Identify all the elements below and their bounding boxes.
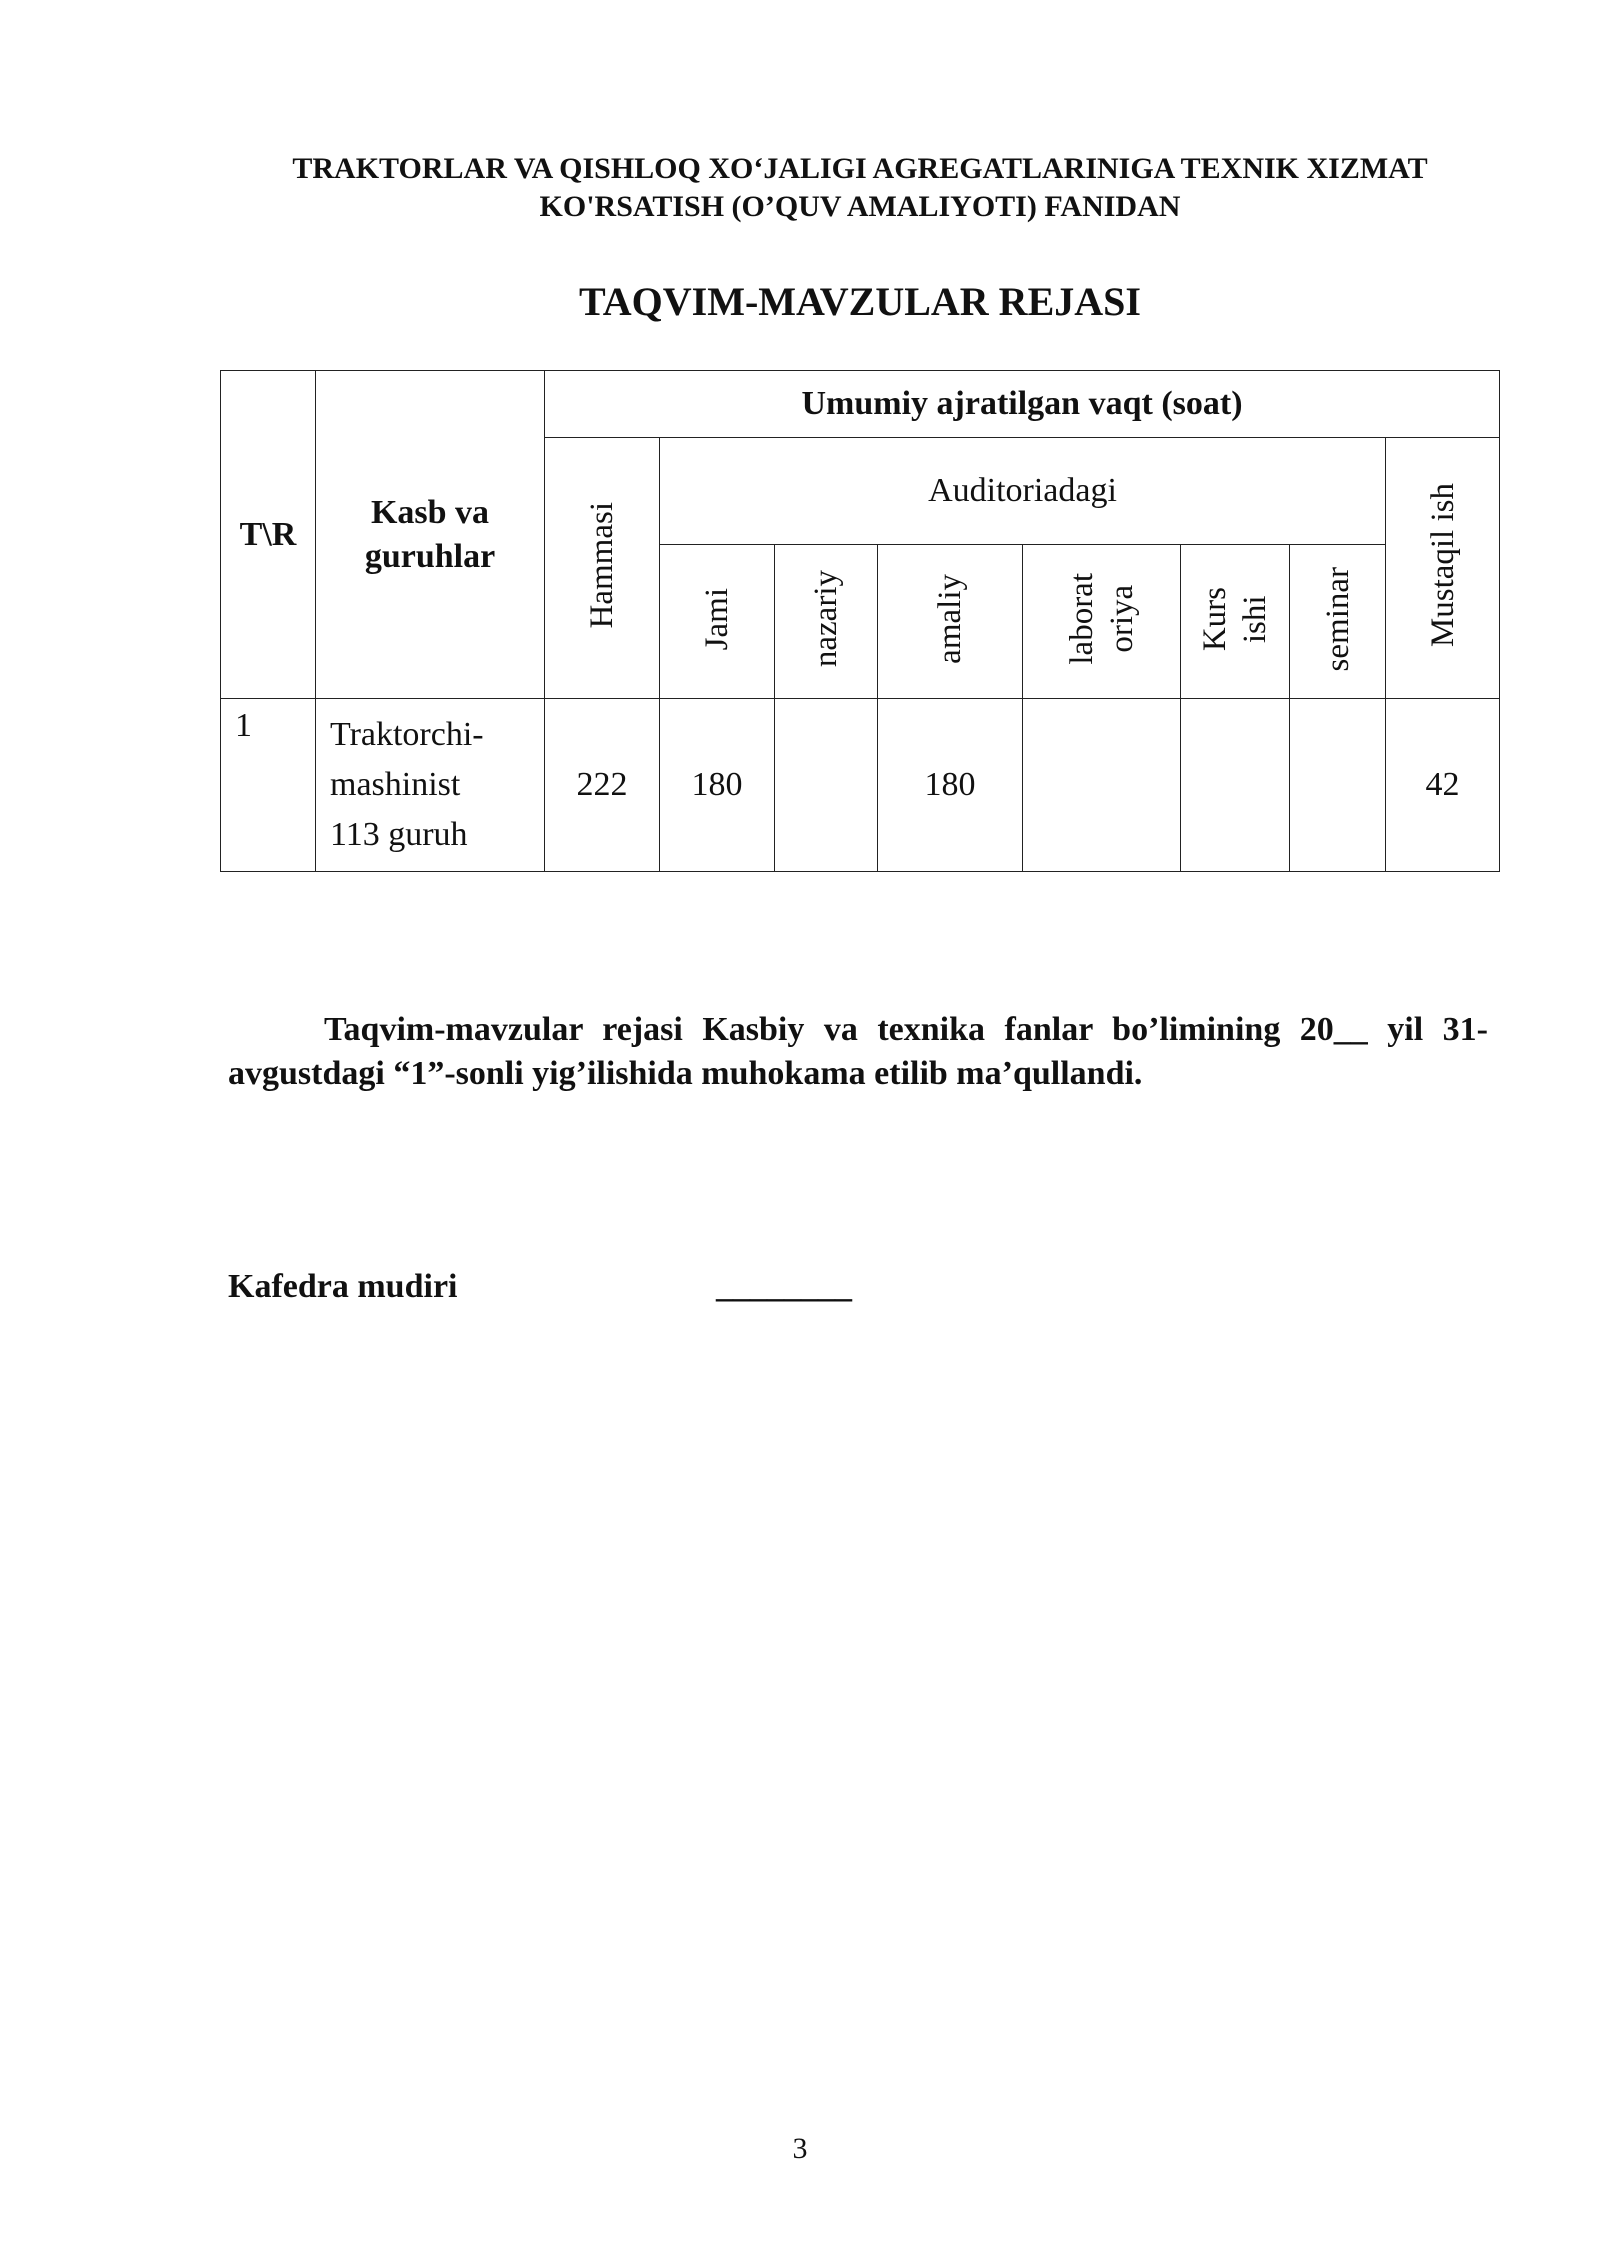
header-laboratoriya xyxy=(1023,545,1181,699)
header-hammasi xyxy=(545,438,660,699)
approval-minutes-text: Taqvim-mavzular rejasi Kasbiy va texnika fanlar bo’limining 20__ yil 31-avgustdagi “1”-sonli yig’ilishida muhokama etilib ma’qullandi. xyxy=(228,1011,1488,1092)
cell-group-name: Traktorchi- mashinist 113 guruh xyxy=(316,699,545,872)
header-laboratoriya-label: laborat oriya xyxy=(1063,573,1140,665)
cell-hammasi: 222 xyxy=(545,699,660,872)
header-mustaqil-ish xyxy=(1386,438,1500,699)
signature-line: ________ xyxy=(716,1268,852,1305)
header-tr: T\R xyxy=(221,371,316,699)
header-kurs-ishi xyxy=(1181,545,1290,699)
table-row xyxy=(221,699,1500,872)
header-nazariy-label: nazariy xyxy=(808,570,844,668)
header-mustaqil-ish-label: Mustaqil ish xyxy=(1424,483,1461,648)
header-jami-label: Jami xyxy=(699,587,735,651)
header-amaliy-label: amaliy xyxy=(932,574,968,664)
schedule-table xyxy=(220,370,1500,872)
header-jami xyxy=(660,545,775,699)
header-seminar-label: seminar xyxy=(1319,566,1356,672)
document-title: TAQVIM-MAVZULAR REJASI xyxy=(579,279,1141,324)
cell-nazariy xyxy=(775,699,878,872)
header-kasb-va-guruhlar: Kasb va guruhlar xyxy=(316,371,545,699)
department-head-label: Kafedra mudiri xyxy=(228,1268,458,1305)
header-amaliy xyxy=(878,545,1023,699)
header-nazariy xyxy=(775,545,878,699)
header-hammasi-label: Hammasi xyxy=(584,502,620,629)
header-umumiy-vaqt: Umumiy ajratilgan vaqt (soat) xyxy=(545,371,1500,438)
cell-amaliy: 180 xyxy=(878,699,1023,872)
header-auditoriadagi: Auditoriadagi xyxy=(660,438,1386,545)
header-kurs-ishi-label: Kurs ishi xyxy=(1197,586,1273,652)
cell-row-index: 1 xyxy=(221,699,316,872)
cell-kurs-ishi xyxy=(1181,699,1290,872)
page-number: 3 xyxy=(792,2132,808,2165)
cell-laboratoriya xyxy=(1023,699,1181,872)
cell-jami: 180 xyxy=(660,699,775,872)
header-seminar xyxy=(1290,545,1386,699)
cell-mustaqil-ish: 42 xyxy=(1386,699,1500,872)
cell-seminar xyxy=(1290,699,1386,872)
subject-title: TRAKTORLAR VA QISHLOQ XO‘JALIGI AGREGATLARINIGA TEXNIK XIZMAT KO'RSATISH (O’QUV AMALIYOTI) FANIDAN xyxy=(292,152,1428,223)
